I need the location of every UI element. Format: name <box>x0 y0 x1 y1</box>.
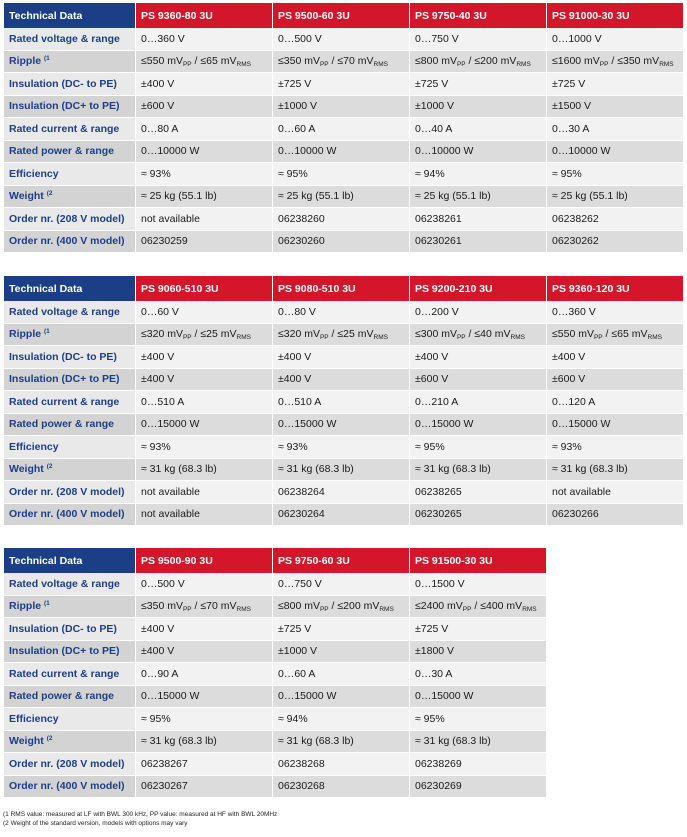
model-name: PS 9750-40 3U <box>410 3 546 28</box>
unit-subscript: PP <box>456 333 466 341</box>
footnote-ref: (1 <box>44 328 50 336</box>
value-cell: 0…15000 W <box>136 686 272 709</box>
value-cell: ±400 V <box>273 346 409 369</box>
model-name: PS 9060-510 3U <box>136 276 272 301</box>
value-cell: 0…10000 W <box>273 141 409 164</box>
row-label-text: Rated current & range <box>9 122 120 135</box>
value-cell: ±725 V <box>410 618 546 641</box>
value-cell: ±600 V <box>136 96 272 119</box>
table-row <box>4 596 546 619</box>
value-cell: ≤300 $mV_{PP} / \le 40$ $mV_{RMS}$ <box>410 324 546 347</box>
footnote-2: (2 Weight of the standard version, models with options may vary <box>3 820 188 827</box>
value-cell: ≤350 $mV_{PP} / \le 70$ $mV_{RMS}$ <box>136 596 272 619</box>
table-row <box>4 436 683 459</box>
value-cell: 0…10000 W <box>410 141 546 164</box>
value-cell: ≈ 25 kg (55.1 lb) <box>410 186 546 209</box>
header-row <box>4 548 546 573</box>
ripple-rms-value: ≤25 mV <box>200 327 237 340</box>
value-cell: 06238268 <box>273 753 409 776</box>
value-cell: ±725 V <box>273 618 409 641</box>
model-name: PS 91000-30 3U <box>547 3 683 28</box>
model-name: PS 9500-90 3U <box>136 548 272 573</box>
ripple-pp-value: ≤320 mV <box>278 327 320 340</box>
row-label <box>4 28 135 51</box>
value-cell: ±400 V <box>136 618 272 641</box>
value-cell: ≈ 95% <box>136 708 272 731</box>
value-cell: 0…500 V <box>136 573 272 596</box>
value-cell: 0…15000 W <box>547 414 683 437</box>
table-row <box>4 324 683 347</box>
row-label <box>4 686 135 709</box>
value-cell: ≤800 $mV_{PP} / \le 200$ $mV_{RMS}$ <box>273 596 409 619</box>
value-cell: ±1000 V <box>273 641 409 664</box>
spec-table-1 <box>3 3 684 253</box>
unit-subscript: PP <box>182 60 192 68</box>
value-cell: ≤320 $mV_{PP} / \le 25$ $mV_{RMS}$ <box>273 324 409 347</box>
row-label-text: Ripple <box>9 600 42 613</box>
row-label-text: Rated power & range <box>9 418 115 431</box>
value-cell: ±1800 V <box>410 641 546 664</box>
model-name: PS 9500-60 3U <box>273 3 409 28</box>
value-cell: ≈ 95% <box>410 436 546 459</box>
row-label-text: Rated voltage & range <box>9 577 120 590</box>
value-cell: ±600 V <box>410 369 546 392</box>
ripple-pp-value: ≤2400 mV <box>415 599 463 612</box>
value-cell: 0…15000 W <box>273 414 409 437</box>
value-cell: 0…10000 W <box>547 141 683 164</box>
row-label <box>4 51 135 74</box>
footnote-ref: (2 <box>46 190 53 198</box>
value-cell: 0…30 A <box>410 663 546 686</box>
row-label <box>4 324 135 347</box>
value-cell: 0…360 V <box>136 28 272 51</box>
footnote-ref: (2 <box>46 735 53 743</box>
row-label <box>4 208 135 231</box>
unit-subscript: RMS <box>516 60 531 68</box>
header-label: Technical Data <box>4 3 135 28</box>
value-cell: ≈ 25 kg (55.1 lb) <box>273 186 409 209</box>
ripple-rms-value: ≤400 mV <box>480 599 523 612</box>
header-row <box>4 3 683 28</box>
value-cell: 0…15000 W <box>273 686 409 709</box>
ripple-pp-value: ≤300 mV <box>415 327 457 340</box>
value-cell: 06230267 <box>136 776 272 799</box>
value-cell: ≈ 94% <box>410 163 546 186</box>
value-cell: 0…30 A <box>547 118 683 141</box>
header-label: Technical Data <box>4 276 135 301</box>
value-cell: ±400 V <box>410 346 546 369</box>
row-label-text: Ripple <box>9 55 42 68</box>
value-cell: ≈ 25 kg (55.1 lb) <box>547 186 683 209</box>
table-row <box>4 663 546 686</box>
value-cell: ±1000 V <box>273 96 409 119</box>
footnote-1: (1 RMS value: measured at LF with BWL 300 kHz, PP value: measured at HF with BWL 20MHz <box>3 811 278 818</box>
unit-subscript: RMS <box>373 60 388 68</box>
value-cell: ≤350 $mV_{PP} / \le 70$ $mV_{RMS}$ <box>273 51 409 74</box>
value-cell: 06238269 <box>410 753 546 776</box>
unit-subscript: RMS <box>647 333 662 341</box>
value-cell: ≤550 $mV_{PP} / \le 65$ $mV_{RMS}$ <box>136 51 272 74</box>
row-label <box>4 573 135 596</box>
model-name: PS 9200-210 3U <box>410 276 546 301</box>
value-cell: ≈ 93% <box>547 436 683 459</box>
unit-subscript: RMS <box>236 605 251 613</box>
table-row <box>4 641 546 664</box>
ripple-pp-value: ≤320 mV <box>141 327 183 340</box>
table-row <box>4 28 683 51</box>
table-row <box>4 753 546 776</box>
row-label-text: Insulation (DC- to PE) <box>9 350 117 363</box>
spec-table-3 <box>3 548 547 798</box>
row-label-text: Order nr. (400 V model) <box>9 508 125 521</box>
value-cell: 0…60 A <box>273 118 409 141</box>
value-cell: ±400 V <box>547 346 683 369</box>
value-cell: ±400 V <box>273 369 409 392</box>
ripple-rms-value: ≤350 mV <box>617 54 660 67</box>
value-cell: 0…15000 W <box>136 414 272 437</box>
table-row <box>4 776 546 799</box>
row-label-text: Order nr. (208 V model) <box>9 485 125 498</box>
row-label <box>4 391 135 414</box>
value-cell: 0…120 A <box>547 391 683 414</box>
unit-subscript: PP <box>182 333 192 341</box>
value-cell: not available <box>547 481 683 504</box>
ripple-pp-value: ≤350 mV <box>141 599 183 612</box>
unit-subscript: PP <box>319 333 329 341</box>
unit-subscript: PP <box>599 60 609 68</box>
value-cell: ≈ 31 kg (68.3 lb) <box>136 731 272 754</box>
value-cell: 06230269 <box>410 776 546 799</box>
value-cell: ≈ 31 kg (68.3 lb) <box>273 731 409 754</box>
value-cell: ≈ 93% <box>136 163 272 186</box>
table-row <box>4 481 683 504</box>
value-cell: 0…210 A <box>410 391 546 414</box>
ripple-rms-value: ≤70 mV <box>200 599 237 612</box>
value-cell: ±400 V <box>136 346 272 369</box>
row-label <box>4 141 135 164</box>
footnote-ref: (1 <box>44 55 50 63</box>
value-cell: 0…80 V <box>273 301 409 324</box>
value-cell: ≈ 31 kg (68.3 lb) <box>410 459 546 482</box>
value-cell: 06230262 <box>547 231 683 254</box>
table-row <box>4 301 683 324</box>
table-row <box>4 96 683 119</box>
table-row <box>4 186 683 209</box>
unit-subscript: PP <box>593 333 603 341</box>
value-cell: 0…80 A <box>136 118 272 141</box>
row-label <box>4 436 135 459</box>
table-row <box>4 504 683 527</box>
value-cell: 06230259 <box>136 231 272 254</box>
value-cell: 0…60 A <box>273 663 409 686</box>
value-cell: ±1500 V <box>547 96 683 119</box>
row-label <box>4 708 135 731</box>
value-cell: ≈ 31 kg (68.3 lb) <box>547 459 683 482</box>
value-cell: 06230264 <box>273 504 409 527</box>
value-cell: ±600 V <box>547 369 683 392</box>
row-label-text: Insulation (DC- to PE) <box>9 77 117 90</box>
row-label <box>4 96 135 119</box>
ripple-pp-value: ≤550 mV <box>552 327 594 340</box>
row-label-text: Efficiency <box>9 440 59 453</box>
footnotes <box>3 810 277 828</box>
header-row <box>4 276 683 301</box>
row-label-text: Rated power & range <box>9 145 115 158</box>
value-cell: 0…10000 W <box>136 141 272 164</box>
unit-subscript: PP <box>182 605 192 613</box>
model-name: PS 9080-510 3U <box>273 276 409 301</box>
row-label-text: Weight <box>9 190 44 203</box>
value-cell: ≈ 93% <box>136 436 272 459</box>
value-cell: 0…90 A <box>136 663 272 686</box>
value-cell: 0…15000 W <box>410 686 546 709</box>
table-row <box>4 141 683 164</box>
value-cell: 06230261 <box>410 231 546 254</box>
table-row <box>4 459 683 482</box>
unit-subscript: RMS <box>236 333 251 341</box>
row-label-text: Insulation (DC+ to PE) <box>9 373 120 386</box>
table-row <box>4 369 683 392</box>
row-label <box>4 73 135 96</box>
table-row <box>4 231 683 254</box>
row-label-text: Rated current & range <box>9 395 120 408</box>
value-cell: ±400 V <box>136 641 272 664</box>
value-cell: 0…1000 V <box>547 28 683 51</box>
table-row <box>4 731 546 754</box>
table-row <box>4 163 683 186</box>
ripple-rms-value: ≤65 mV <box>611 327 648 340</box>
row-label <box>4 346 135 369</box>
row-label-text: Order nr. (400 V model) <box>9 235 125 248</box>
value-cell: ≤320 $mV_{PP} / \le 25$ $mV_{RMS}$ <box>136 324 272 347</box>
table-row <box>4 73 683 96</box>
value-cell: 06238262 <box>547 208 683 231</box>
value-cell: 06238265 <box>410 481 546 504</box>
ripple-rms-value: ≤200 mV <box>474 54 517 67</box>
table-row <box>4 346 683 369</box>
table-row <box>4 686 546 709</box>
value-cell: ≤2400 $mV_{PP} / \le 400$ $mV_{RMS}$ <box>410 596 546 619</box>
value-cell: ≤800 $mV_{PP} / \le 200$ $mV_{RMS}$ <box>410 51 546 74</box>
value-cell: ±725 V <box>410 73 546 96</box>
value-cell: 06230268 <box>273 776 409 799</box>
unit-subscript: RMS <box>373 333 388 341</box>
row-label <box>4 118 135 141</box>
row-label <box>4 731 135 754</box>
ripple-pp-value: ≤350 mV <box>278 54 320 67</box>
unit-subscript: PP <box>319 60 329 68</box>
value-cell: 0…510 A <box>273 391 409 414</box>
value-cell: 0…1500 V <box>410 573 546 596</box>
row-label <box>4 504 135 527</box>
row-label-text: Ripple <box>9 328 42 341</box>
value-cell: 06230266 <box>547 504 683 527</box>
ripple-pp-value: ≤800 mV <box>278 599 320 612</box>
model-name: PS 9750-60 3U <box>273 548 409 573</box>
value-cell: 0…40 A <box>410 118 546 141</box>
value-cell: ±400 V <box>136 369 272 392</box>
ripple-pp-value: ≤1600 mV <box>552 54 600 67</box>
value-cell: 0…500 V <box>273 28 409 51</box>
row-label <box>4 753 135 776</box>
value-cell: 06238260 <box>273 208 409 231</box>
table-row <box>4 51 683 74</box>
value-cell: 06238261 <box>410 208 546 231</box>
row-label-text: Efficiency <box>9 712 59 725</box>
row-label <box>4 369 135 392</box>
value-cell: ≤1600 $mV_{PP} / \le 350$ $mV_{RMS}$ <box>547 51 683 74</box>
ripple-rms-value: ≤25 mV <box>337 327 374 340</box>
value-cell: not available <box>136 504 272 527</box>
value-cell: ≈ 94% <box>273 708 409 731</box>
unit-subscript: PP <box>462 605 472 613</box>
header-label: Technical Data <box>4 548 135 573</box>
ripple-rms-value: ≤40 mV <box>474 327 511 340</box>
value-cell: ±725 V <box>547 73 683 96</box>
row-label <box>4 663 135 686</box>
row-label-text: Rated voltage & range <box>9 32 120 45</box>
row-label <box>4 641 135 664</box>
value-cell: 06230265 <box>410 504 546 527</box>
row-label-text: Rated power & range <box>9 690 115 703</box>
model-name: PS 91500-30 3U <box>410 548 546 573</box>
value-cell: ≈ 95% <box>547 163 683 186</box>
value-cell: ≈ 31 kg (68.3 lb) <box>136 459 272 482</box>
footnote-ref: (1 <box>44 600 50 608</box>
row-label <box>4 459 135 482</box>
row-label-text: Order nr. (208 V model) <box>9 757 125 770</box>
row-label-text: Insulation (DC+ to PE) <box>9 645 120 658</box>
row-label-text: Weight <box>9 463 44 476</box>
unit-subscript: PP <box>319 605 329 613</box>
value-cell: ≤550 $mV_{PP} / \le 65$ $mV_{RMS}$ <box>547 324 683 347</box>
unit-subscript: RMS <box>510 333 525 341</box>
table-row <box>4 414 683 437</box>
value-cell: ±725 V <box>273 73 409 96</box>
value-cell: 0…200 V <box>410 301 546 324</box>
ripple-pp-value: ≤800 mV <box>415 54 457 67</box>
row-label <box>4 414 135 437</box>
table-row <box>4 208 683 231</box>
row-label <box>4 596 135 619</box>
model-name: PS 9360-80 3U <box>136 3 272 28</box>
unit-subscript: RMS <box>236 60 251 68</box>
row-label <box>4 186 135 209</box>
row-label <box>4 231 135 254</box>
table-row <box>4 391 683 414</box>
table-row <box>4 573 546 596</box>
row-label-text: Order nr. (400 V model) <box>9 780 125 793</box>
value-cell: 06238264 <box>273 481 409 504</box>
footnote-ref: (2 <box>46 463 53 471</box>
value-cell: not available <box>136 208 272 231</box>
ripple-rms-value: ≤70 mV <box>337 54 374 67</box>
value-cell: ≈ 95% <box>410 708 546 731</box>
value-cell: ≈ 93% <box>273 436 409 459</box>
row-label-text: Insulation (DC- to PE) <box>9 622 117 635</box>
row-label-text: Order nr. (208 V model) <box>9 212 125 225</box>
value-cell: 06230260 <box>273 231 409 254</box>
table-row <box>4 618 546 641</box>
model-name: PS 9360-120 3U <box>547 276 683 301</box>
value-cell: ≈ 25 kg (55.1 lb) <box>136 186 272 209</box>
row-label-text: Rated voltage & range <box>9 305 120 318</box>
row-label-text: Efficiency <box>9 167 59 180</box>
row-label-text: Insulation (DC+ to PE) <box>9 100 120 113</box>
row-label-text: Rated current & range <box>9 667 120 680</box>
ripple-rms-value: ≤200 mV <box>337 599 380 612</box>
value-cell: 0…60 V <box>136 301 272 324</box>
value-cell: 0…750 V <box>410 28 546 51</box>
value-cell: 0…360 V <box>547 301 683 324</box>
value-cell: ±1000 V <box>410 96 546 119</box>
row-label <box>4 163 135 186</box>
value-cell: 0…750 V <box>273 573 409 596</box>
value-cell: ≈ 31 kg (68.3 lb) <box>273 459 409 482</box>
spec-table-2 <box>3 276 684 526</box>
unit-subscript: RMS <box>379 605 394 613</box>
value-cell: ±400 V <box>136 73 272 96</box>
row-label <box>4 481 135 504</box>
row-label-text: Weight <box>9 735 44 748</box>
value-cell: ≈ 31 kg (68.3 lb) <box>410 731 546 754</box>
row-label <box>4 776 135 799</box>
ripple-pp-value: ≤550 mV <box>141 54 183 67</box>
unit-subscript: PP <box>456 60 466 68</box>
unit-subscript: RMS <box>659 60 674 68</box>
value-cell: not available <box>136 481 272 504</box>
table-row <box>4 118 683 141</box>
value-cell: 0…15000 W <box>410 414 546 437</box>
unit-subscript: RMS <box>522 605 537 613</box>
row-label <box>4 301 135 324</box>
row-label <box>4 618 135 641</box>
value-cell: 0…510 A <box>136 391 272 414</box>
value-cell: 06238267 <box>136 753 272 776</box>
value-cell: ≈ 95% <box>273 163 409 186</box>
ripple-rms-value: ≤65 mV <box>200 54 237 67</box>
table-row <box>4 708 546 731</box>
